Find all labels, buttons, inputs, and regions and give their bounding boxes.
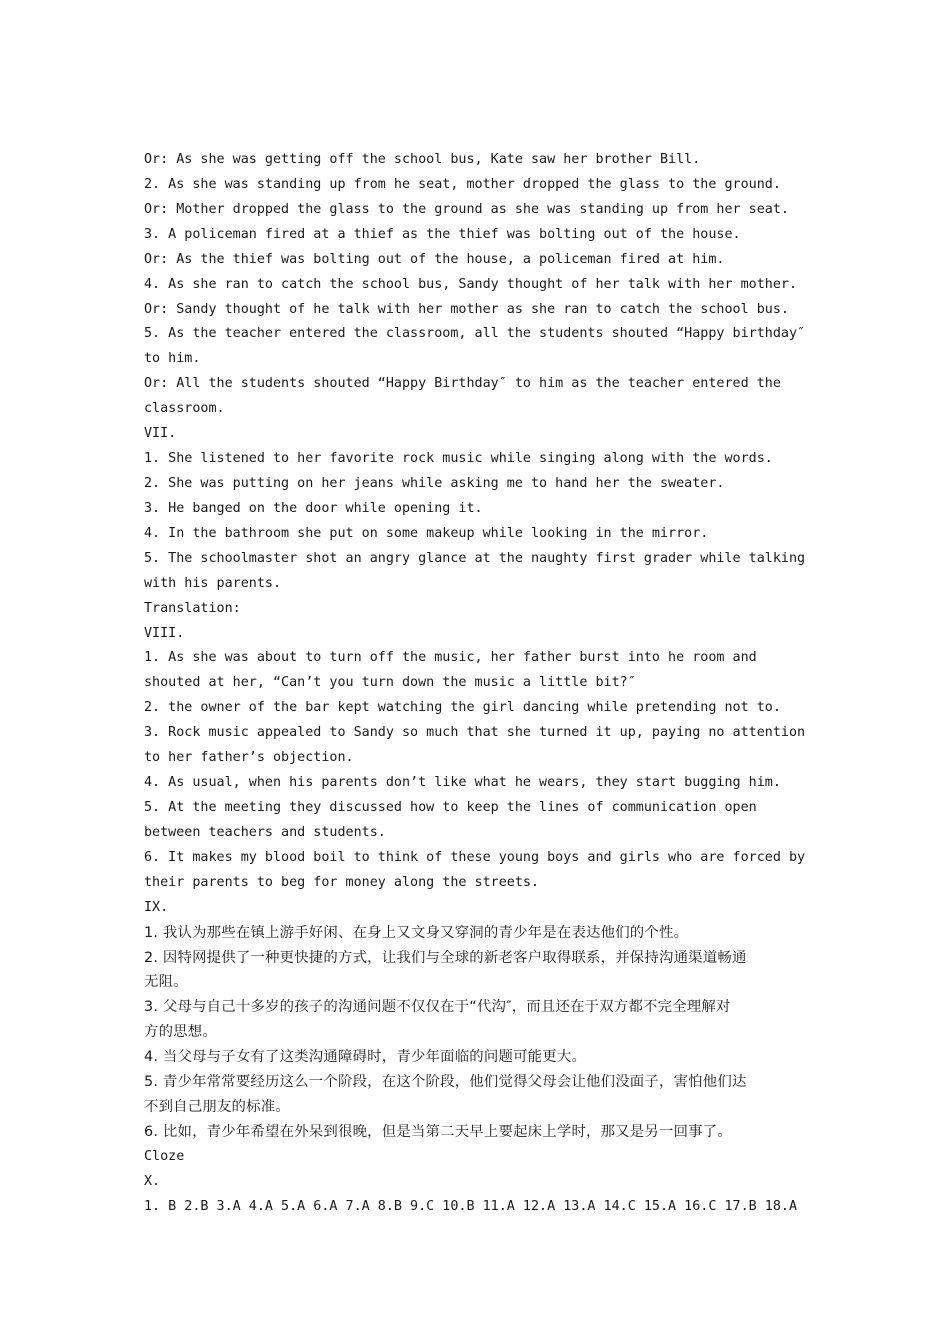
text-line: 2. the owner of the bar kept watching the girl dancing while pretending not to. xyxy=(144,700,781,716)
text-line: Or: All the students shouted “Happy Birthday″ to him as the teacher entered the xyxy=(144,376,781,392)
text-line: 1. B 2.B 3.A 4.A 5.A 6.A 7.A 8.B 9.C 10.B 11.A 12.A 13.A 14.C 15.A 16.C 17.B 18.A xyxy=(144,1198,798,1214)
text-line: 1. She listened to her favorite rock music while singing along with the words. xyxy=(144,451,773,467)
text-line: 不到自己朋友的标准。 xyxy=(144,1099,290,1116)
text-line: 4. As usual, when his parents don’t like what he wears, they start bugging him. xyxy=(144,775,781,791)
text-line: to her father’s objection. xyxy=(144,750,354,766)
text-line: 6. It makes my blood boil to think of these young boys and girls who are forced by xyxy=(144,849,806,865)
text-line: their parents to beg for money along the streets. xyxy=(144,874,540,890)
text-line: Or: As the thief was bolting out of the house, a policeman fired at him. xyxy=(144,251,725,267)
text-line: classroom. xyxy=(144,401,225,417)
text-line: Or: As she was getting off the school bus, Kate saw her brother Bill. xyxy=(144,152,701,167)
text-line: Or: Sandy thought of he talk with her mother as she ran to catch the school bus. xyxy=(144,301,789,317)
text-line: to him. xyxy=(144,351,201,367)
text-line: with his parents. xyxy=(144,575,282,591)
text-line: Or: Mother dropped the glass to the ground as she was standing up from her seat. xyxy=(144,201,789,217)
text-line: 方的思想。 xyxy=(144,1024,217,1041)
text-line: 3. A policeman fired at a thief as the thief was bolting out of the house. xyxy=(144,226,741,242)
text-line: 无阻。 xyxy=(144,974,188,991)
text-line: 3. 父母与自己十多岁的孩子的沟通问题不仅仅在于“代沟″，而且还在于双方都不完全理解对 xyxy=(144,999,731,1016)
text-line: 4. As she ran to catch the school bus, Sandy thought of her talk with her mother. xyxy=(144,276,798,292)
text-line: 5. As the teacher entered the classroom, all the students shouted “Happy birthday″ xyxy=(144,326,806,342)
text-line: shouted at her, “Can’t you turn down the music a little bit?″ xyxy=(144,675,636,691)
section-heading: VII. xyxy=(144,426,177,442)
text-line: 3. He banged on the door while opening it. xyxy=(144,500,483,516)
section-heading: VIII. xyxy=(144,625,185,641)
text-line: 3. Rock music appealed to Sandy so much that she turned it up, paying no attention xyxy=(144,725,806,741)
text-line: 1. As she was about to turn off the music, her father burst into he room and xyxy=(144,650,757,666)
text-line: 5. At the meeting they discussed how to keep the lines of communication open xyxy=(144,799,757,815)
text-line: 2. As she was standing up from he seat, mother dropped the glass to the ground. xyxy=(144,176,781,192)
text-line: 4. In the bathroom she put on some makeup while looking in the mirror. xyxy=(144,525,709,541)
section-heading: Translation: xyxy=(144,600,241,616)
section-heading: Cloze xyxy=(144,1148,185,1164)
text-line: between teachers and students. xyxy=(144,824,386,840)
text-line: 2. She was putting on her jeans while asking me to hand her the sweater. xyxy=(144,475,725,491)
text-line: 2. 因特网提供了一种更快捷的方式，让我们与全球的新老客户取得联系，并保持沟通渠道畅通 xyxy=(144,949,747,966)
answer-key-text xyxy=(144,148,812,1220)
section-heading: IX. xyxy=(144,899,169,915)
text-line: 4. 当父母与子女有了这类沟通障碍时，青少年面临的问题可能更大。 xyxy=(144,1049,587,1066)
text-line: 5. 青少年常常要经历这么一个阶段，在这个阶段，他们觉得父母会让他们没面子，害怕他们达 xyxy=(144,1074,747,1091)
text-line: 1. 我认为那些在镇上游手好闲、在身上又文身又穿洞的青少年是在表达他们的个性。 xyxy=(144,924,689,941)
section-heading: X. xyxy=(144,1173,161,1189)
text-line: 6. 比如，青少年希望在外呆到很晚，但是当第二天早上要起床上学时，那又是另一回事了。 xyxy=(144,1123,732,1140)
text-line: 5. The schoolmaster shot an angry glance at the naughty first grader while talking xyxy=(144,550,806,566)
